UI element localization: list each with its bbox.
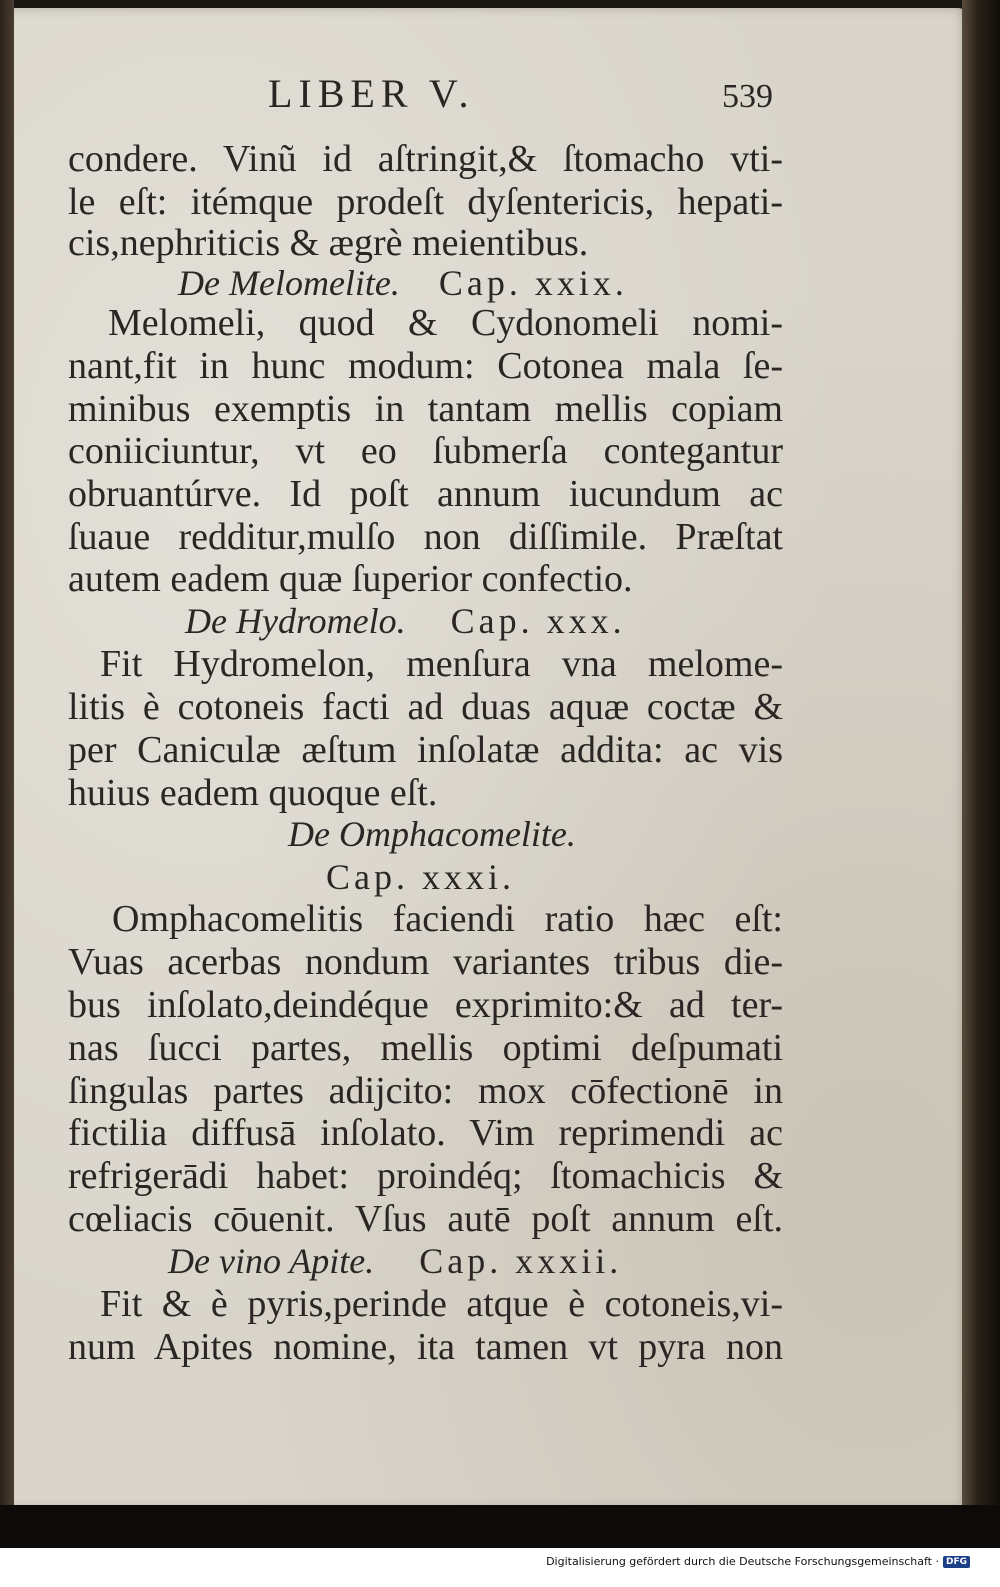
- chapter-heading: [185, 600, 626, 642]
- chapter-title: De Melomelite.: [178, 263, 400, 303]
- chapter-heading: [178, 262, 628, 304]
- text-line: nant,fit in hunc modum: Cotonea mala ſe-: [68, 345, 783, 387]
- chapter-number: Cap. xxix.: [438, 263, 628, 303]
- chapter-heading: [326, 856, 515, 898]
- text-line: fictilia diffusā inſolato. Vim reprimendi ac: [68, 1112, 783, 1154]
- dfg-logo: DFG: [943, 1556, 970, 1568]
- text-line: Melomeli, quod & Cydonomeli nomi-: [108, 302, 783, 344]
- chapter-number: Cap. xxx.: [450, 601, 626, 641]
- text-line: cœliacis cōuenit. Vſus autē poſt annum eſt.: [68, 1198, 783, 1240]
- text-line: Fit Hydromelon, menſura vna melome-: [100, 643, 783, 685]
- text-line: le eſt: itémque prodeſt dyſentericis, hepati-: [68, 181, 783, 223]
- running-head: LIBER V.: [268, 71, 475, 116]
- credit-text: Digitalisierung gefördert durch die Deutsche Forschungsgemeinschaft ·: [546, 1555, 939, 1568]
- text-line: autem eadem quæ ſuperior confectio.: [68, 558, 633, 600]
- text-line: ſuaue redditur,mulſo non diſſimile. Præſtat: [68, 516, 783, 558]
- page-edge-shadow: [962, 0, 1000, 1548]
- text-line: obruantúrve. Id poſt annum iucundum ac: [68, 473, 783, 515]
- text-line: ſingulas partes adijcito: mox cōfectionē in: [68, 1070, 783, 1112]
- text-line: refrigerādi habet: proindéq; ſtomachicis &: [68, 1155, 783, 1197]
- text-line: Vuas acerbas nondum variantes tribus die-: [68, 941, 783, 983]
- text-line: minibus exemptis in tantam mellis copiam: [68, 388, 783, 430]
- text-line: huius eadem quoque eſt.: [68, 772, 438, 814]
- text-line: coniiciuntur, vt eo ſubmerſa contegantur: [68, 430, 783, 472]
- text-line: num Apites nomine, ita tamen vt pyra non: [68, 1326, 783, 1368]
- digitization-credit: [546, 1555, 970, 1568]
- binding-edge: [0, 0, 14, 1548]
- chapter-title: De Hydromelo.: [185, 601, 406, 641]
- text-line: nas ſucci partes, mellis optimi deſpumati: [68, 1027, 783, 1069]
- text-line: bus inſolato,deindéque exprimito:& ad ter-: [68, 984, 783, 1026]
- text-line: Fit & è pyris,perinde atque è cotoneis,vi-: [100, 1283, 783, 1325]
- page-number: 539: [722, 78, 773, 115]
- chapter-heading: [168, 1240, 622, 1282]
- scan-bottom-margin: [0, 1505, 1000, 1548]
- chapter-title: De vino Apite.: [168, 1241, 375, 1281]
- text-line: Omphacomelitis faciendi ratio hæc eſt:: [112, 898, 783, 940]
- text-line: condere. Vinũ id aſtringit,& ſtomacho vti-: [68, 138, 783, 180]
- text-line: cis,nephriticis & ægrè meientibus.: [68, 222, 589, 264]
- chapter-title: De Omphacomelite.: [288, 814, 576, 854]
- text-line: litis è cotoneis facti ad duas aquæ coctæ &: [68, 686, 783, 728]
- chapter-heading: [288, 813, 576, 855]
- chapter-number: Cap. xxxi.: [326, 857, 515, 897]
- text-line: per Caniculæ æſtum inſolatæ addita: ac vis: [68, 729, 783, 771]
- chapter-number: Cap. xxxii.: [419, 1241, 623, 1281]
